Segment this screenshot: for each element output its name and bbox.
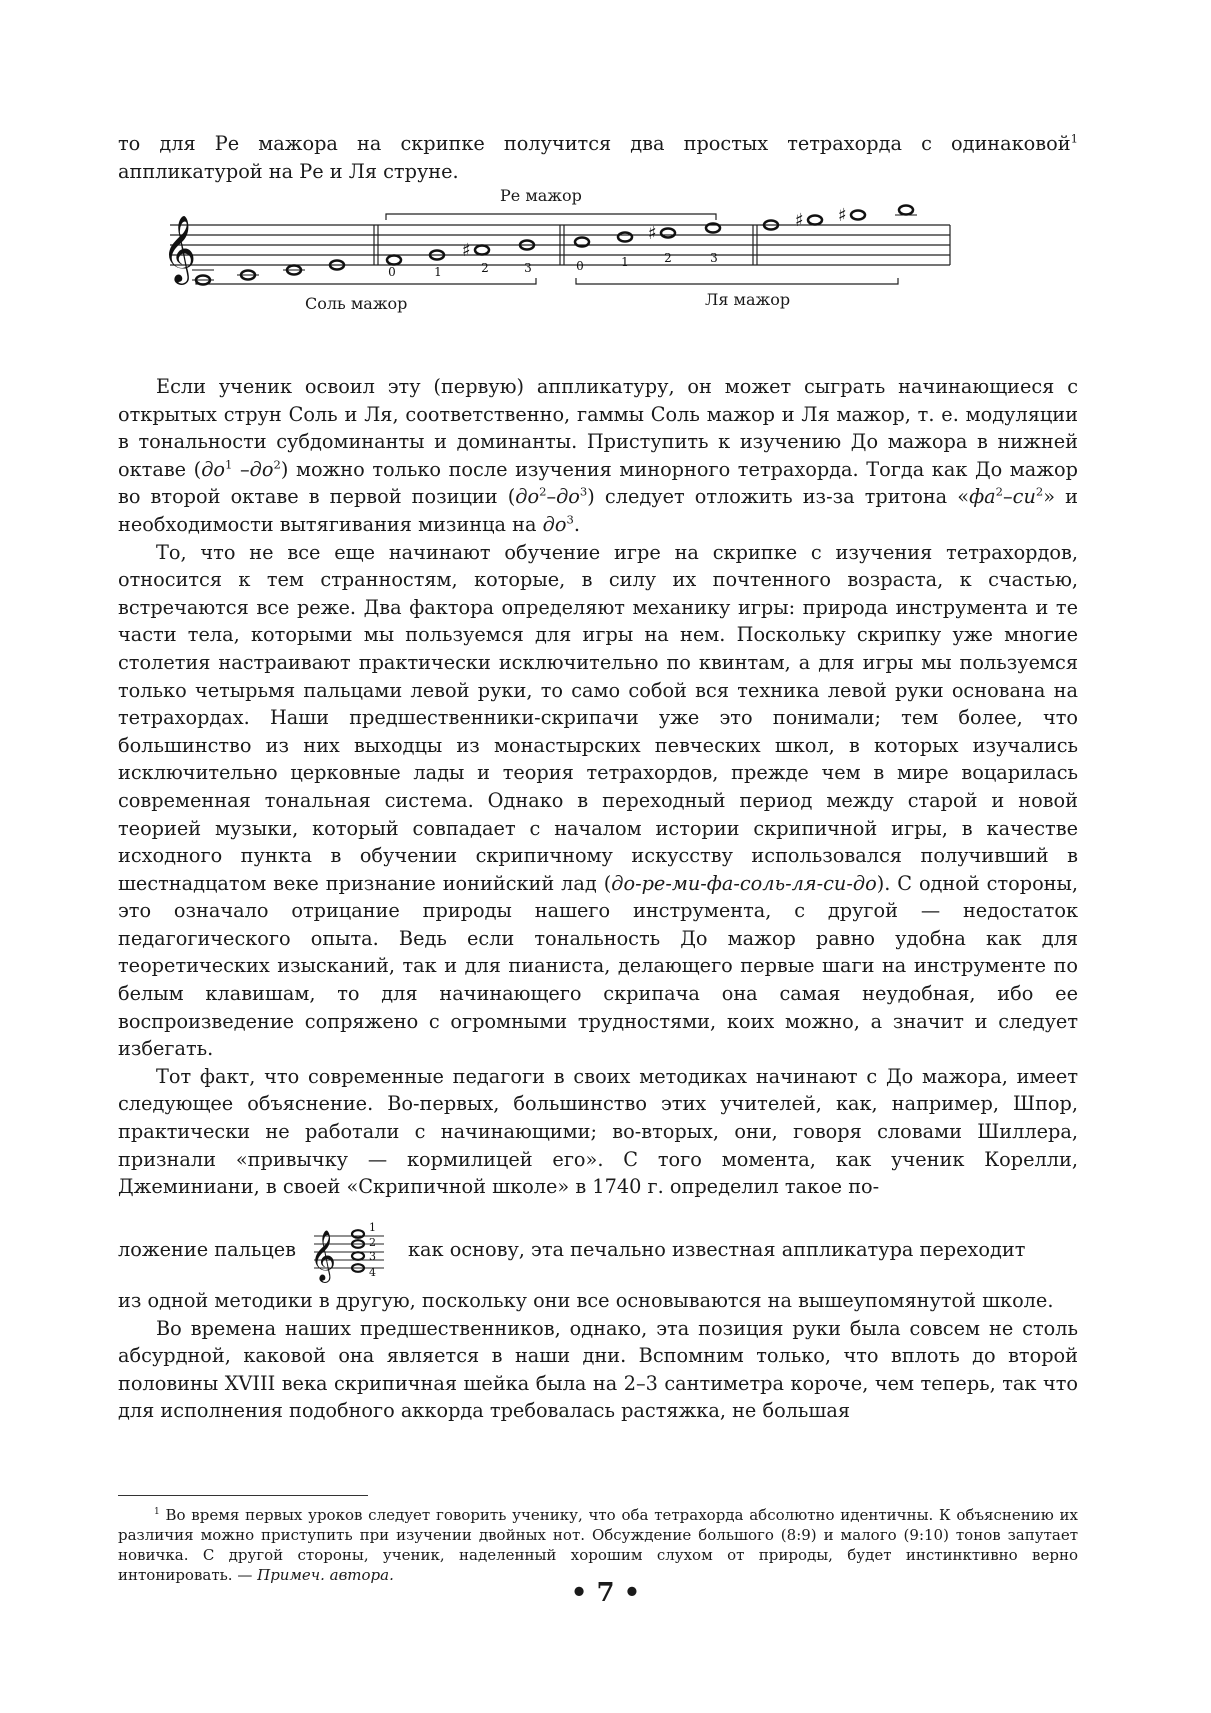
sharp-icon: ♯	[795, 210, 804, 231]
paragraph: То, что не все еще начинают обучение игре на скрипке с изучения тетрахордов, относится к тем странностям, которые, в силу их почтенного возраста, к счастью, встречаются все реже. Два фактора определяют механику игры: природа инструмента и те части тела, которыми мы пользуемся для игры на нем. Поскольку скрипку уже многие столетия настраивают практически исключительно по квинтам, а для игры мы пользуемся только четырьмя пальцами левой руки, то само собой вся техника левой руки основана на тетрахордах. Наши предшественники-скрипачи уже это понимали; тем более, что большинство из них выходцы из монастырских певческих школ, в которых изучались исключительно церковные лады и теория тетрахордов, прежде чем в мире воцарилась современная тональная система. Однако в переходный период между старой и новой теорией музыки, который совпадает с началом истории скрипичной игры, в качестве исходного пункта в обучении скрипичному искусству использовался получивший в шестнадцатом веке признание ионийский лад (до-ре-ми-фа-соль-ля-си-до). С одной стороны, это означало отрицание природы нашего инструмента, с другой — недостаток педагогического опыта. Ведь если тональность До мажор равно удобна как для теоретических изысканий, так и для пианиста, делающего первые шаги на инструменте по белым клавишам, то для начинающего скрипача она самая неудобная, ибо ее воспроизведение сопряжено с огромными трудностями, коих можно, а значит и следует избегать.	[118, 540, 1079, 1061]
finger-number: 1	[434, 265, 442, 279]
svg-text:4: 4	[369, 1266, 376, 1279]
label-g-major: Соль мажор	[305, 294, 408, 313]
page-number: • 7 •	[570, 1578, 641, 1608]
treble-clef-icon: 𝄞	[310, 1230, 337, 1281]
footnote-divider	[118, 1495, 368, 1496]
footnote: $^1$ Во время первых уроков следует говорить ученику, что оба тетрахорда абсолютно идентичны. К объяснению их различия можно приступить при изучении двойных нот. Обсуждение большого (8:9) и малого (9:10) тонов запутает новичка. С другой стороны, ученик, наделенный хорошим слухом от природы, будет инстинктивно верно интонировать. — Примеч. автора.	[118, 1506, 1078, 1584]
main-text	[118, 373, 1078, 1201]
paragraph: из одной методики в другую, поскольку они все основываются на вышеупомянутой школе.	[118, 1289, 1054, 1312]
label-a-major: Ля мажор	[705, 290, 791, 309]
music-example	[162, 186, 960, 340]
sharp-icon: ♯	[838, 205, 847, 226]
paragraph: Тот факт, что современные педагоги в своих методиках начинают с До мажора, имеет следующее объяснение. Во-первых, большинство этих учителей, как, например, Шпор, практически не работали с начинающими; во-вторых, они, говоря словами Шиллера, признали «привычку — кормилицей его». С того момента, как ученик Корелли, Джеминиани, в своей «Скрипичной школе» в 1740 г. определил такое по-	[118, 1064, 1078, 1199]
finger-position-chord	[310, 1218, 404, 1282]
finger-number: 0	[576, 259, 584, 273]
finger-number: 2	[481, 261, 489, 275]
svg-text:2: 2	[369, 1236, 376, 1249]
inline-notation-line: ложение пальцев 𝄞 1 2 3 4 как основу, эта печально известная аппликатура переходит	[118, 1218, 1078, 1278]
finger-number: 0	[388, 265, 396, 279]
finger-number: 3	[524, 261, 532, 275]
finger-number: 1	[621, 255, 629, 269]
continued-text	[118, 1287, 1078, 1425]
treble-clef-icon: 𝄞	[162, 214, 197, 282]
finger-number: 2	[664, 251, 672, 265]
sharp-icon: ♯	[462, 240, 471, 261]
paragraph: Если ученик освоил эту (первую) аппликатуру, он может сыграть начинающиеся с открытых струн Соль и Ля, соответственно, гаммы Соль мажор и Ля мажор, т. е. модуляции в тональности субдоминанты и доминанты. Приступить к изучению До мажора в нижней октаве ($до^1$ $-до^2$) можно только после изучения минорного тетрахорда. Тогда как До мажор во второй октаве в первой позиции $(до^2-до^3)$ следует отложить из-за тритона «$фа^2-си^2$» и необходимости вытягивания мизинца на $до^3$.	[118, 375, 1078, 536]
svg-text:1: 1	[369, 1221, 376, 1234]
svg-text:3: 3	[369, 1250, 376, 1263]
paragraph: Во времена наших предшественников, однако, эта позиция руки была совсем не столь абсурдной, каковой она является в наши дни. Вспомним только, что вплоть до второй половины XVIII века скрипичная шейка была на 2–3 сантиметра короче, чем теперь, так что для исполнения подобного аккорда требовалась растяжка, не большая	[118, 1316, 1078, 1423]
footnote-ref: 1	[1070, 131, 1078, 146]
sharp-icon: ♯	[648, 223, 657, 244]
finger-number: 3	[710, 251, 718, 265]
top-paragraph: то для Ре мажора на скрипке получится два простых тетрахорда с одинаковой$^1$ аппликатурой на Ре и Ля струне.	[118, 131, 1078, 183]
label-d-major: Ре мажор	[500, 186, 582, 205]
staff-notation	[162, 200, 960, 340]
